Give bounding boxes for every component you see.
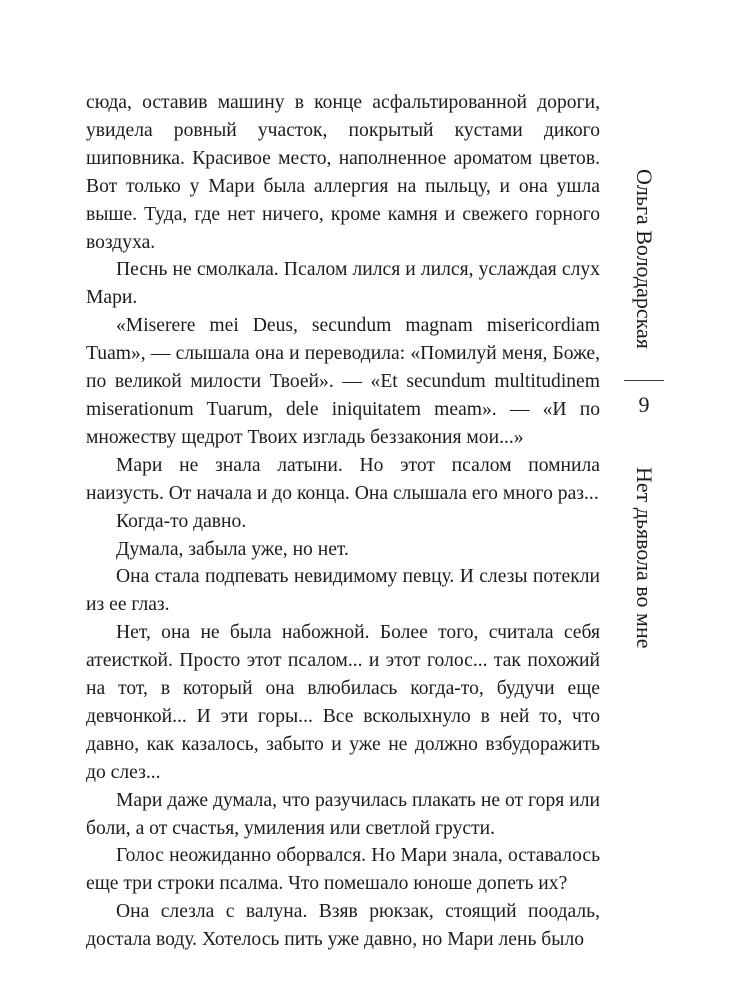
paragraph: Мари не знала латыни. Но этот псалом помнила наизусть. От начала и до конца. Она слышала его много раз...	[86, 454, 600, 504]
paragraph: Думала, забыла уже, но нет.	[116, 538, 349, 560]
paragraph: «Miserere mei Deus, secundum magnam misericordiam Tuam», — слышала она и переводила: «Помилуй меня, Боже, по великой милости Твоей». — «Et secundum multitudinem miserationum Tuarum, dele iniquitatem meam». — «И по множеству щедрот Твоих изгладь беззакония мои...»	[86, 315, 600, 448]
paragraph: Она стала подпевать невидимому певцу. И слезы потекли из ее глаз.	[86, 566, 600, 616]
paragraph: Голос неожиданно оборвался. Но Мари знала, оставалось еще три строки псалма. Что помешало юноше допеть их?	[86, 845, 600, 895]
page-number: 9	[638, 392, 650, 417]
paragraph: Она слезла с валуна. Взяв рюкзак, стоящий поодаль, достала воду. Хотелось пить уже давно, но Мари лень было	[86, 901, 600, 951]
paragraph: Песнь не смолкала. Псалом лился и лился, услаждая слух Мари.	[86, 259, 600, 309]
paragraph: Когда-то давно.	[116, 510, 247, 532]
book-title: Нет дьявола во мне	[632, 466, 657, 649]
author-name: Ольга Володарская	[632, 169, 657, 349]
paragraph: сюда, оставив машину в конце асфальтированной дороги, увидела ровный участок, покрытый кустами дикого шиповника. Красивое место, наполненное ароматом цветов. Вот только у Мари была аллергия на пыльцу, и она ушла выше. Туда, где нет ничего, кроме камня и свежего горного воздуха.	[86, 92, 600, 253]
header-divider	[624, 380, 664, 381]
running-header	[618, 150, 670, 680]
paragraph: Мари даже думала, что разучилась плакать не от горя или боли, а от счастья, умиления или светлой грусти.	[86, 789, 600, 839]
body-text	[86, 89, 600, 954]
paragraph: Нет, она не была набожной. Более того, считала себя атеисткой. Просто этот псалом... и этот голос... так похожий на тот, в который она влюбилась когда-то, будучи еще девчонкой... И эти горы... Все всколыхнуло в ней то, что давно, как казалось, забыто и уже не должно взбудоражить до слез...	[86, 622, 600, 783]
